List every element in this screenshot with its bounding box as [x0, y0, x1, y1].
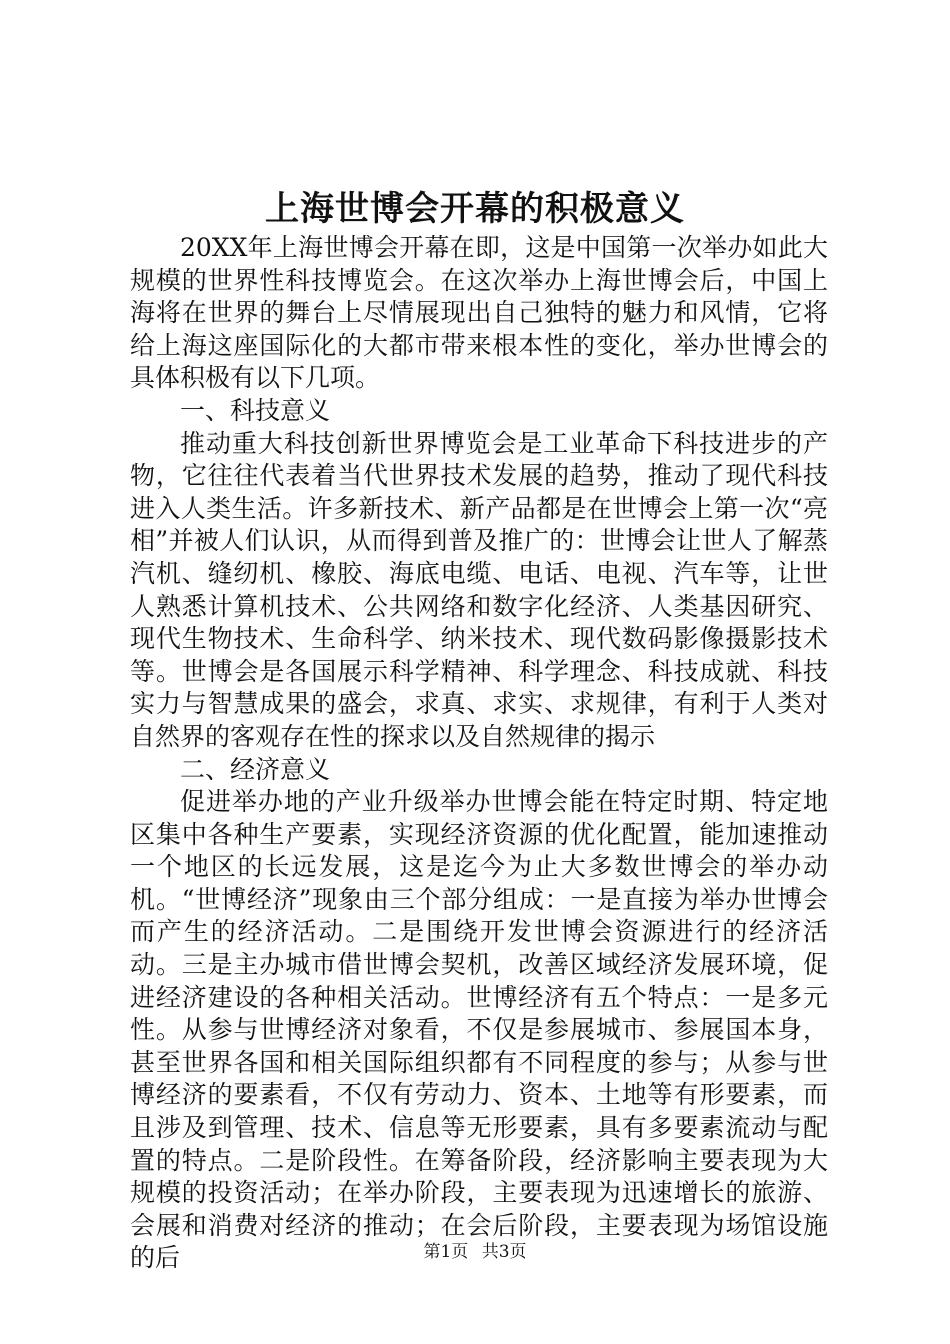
- paragraph-economy: 促进举办地的产业升级举办世博会能在特定时期、特定地区集中各种生产要素，实现经济资源的优化配置，能加速推动一个地区的长远发展，这是迄今为止大多数世博会的举办动机。“世博经济”现象由三个部分组成：一是直接为举办世博会而产生的经济活动。二是围绕开发世博会资源进行的经济活动。三是主办城市借世博会契机，改善区域经济发展环境，促进经济建设的各种相关活动。世博经济有五个特点：一是多元性。从参与世博经济对象看，不仅是参展城市、参展国本身，甚至世界各国和相关国际组织都有不同程度的参与；从参与世博经济的要素看，不仅有劳动力、资本、土地等有形要素，而且涉及到管理、技术、信息等无形要素，具有多要素流动与配置的特点。二是阶段性。在筹备阶段，经济影响主要表现为大规模的投资活动；在举办阶段，主要表现为迅速增长的旅游、会展和消费对经济的推动；在会后阶段，主要表现为场馆设施的后: [130, 787, 828, 1273]
- document-body: [130, 232, 828, 1275]
- page-number-total: 共3页: [481, 1242, 527, 1262]
- section-heading-economy: 二、经济意义: [180, 754, 331, 784]
- paragraph-tech: 推动重大科技创新世界博览会是工业革命下科技进步的产物，它往往代表着当代世界技术发展的趋势，推动了现代科技进入人类生活。许多新技术、新产品都是在世博会上第一次“亮相”并被人们认识，从而得到普及推广的：世博会让世人了解蒸汽机、缝纫机、橡胶、海底电缆、电话、电视、汽车等，让世人熟悉计算机技术、公共网络和数字化经济、人类基因研究、现代生物技术、生命科学、纳米技术、现代数码影像摄影技术等。世博会是各国展示科学精神、科学理念、科技成就、科技实力与智慧成果的盛会，求真、求实、求规律，有利于人类对自然界的客观存在性的探求以及自然规律的揭示: [130, 428, 828, 751]
- page-number-current: 第1页: [423, 1242, 469, 1262]
- paragraph-intro: 20XX年上海世博会开幕在即，这是中国第一次举办如此大规模的世界性科技博览会。在这次举办上海世博会后，中国上海将在世界的舞台上尽情展现出自己独特的魅力和风情，它将给上海这座国际化的大都市带来根本性的变化，举办世博会的具体积极有以下几项。: [130, 233, 828, 393]
- section-heading-tech: 一、科技意义: [180, 395, 331, 425]
- page-footer: [0, 1240, 950, 1264]
- document-title: 上海世博会开幕的积极意义: [265, 189, 685, 229]
